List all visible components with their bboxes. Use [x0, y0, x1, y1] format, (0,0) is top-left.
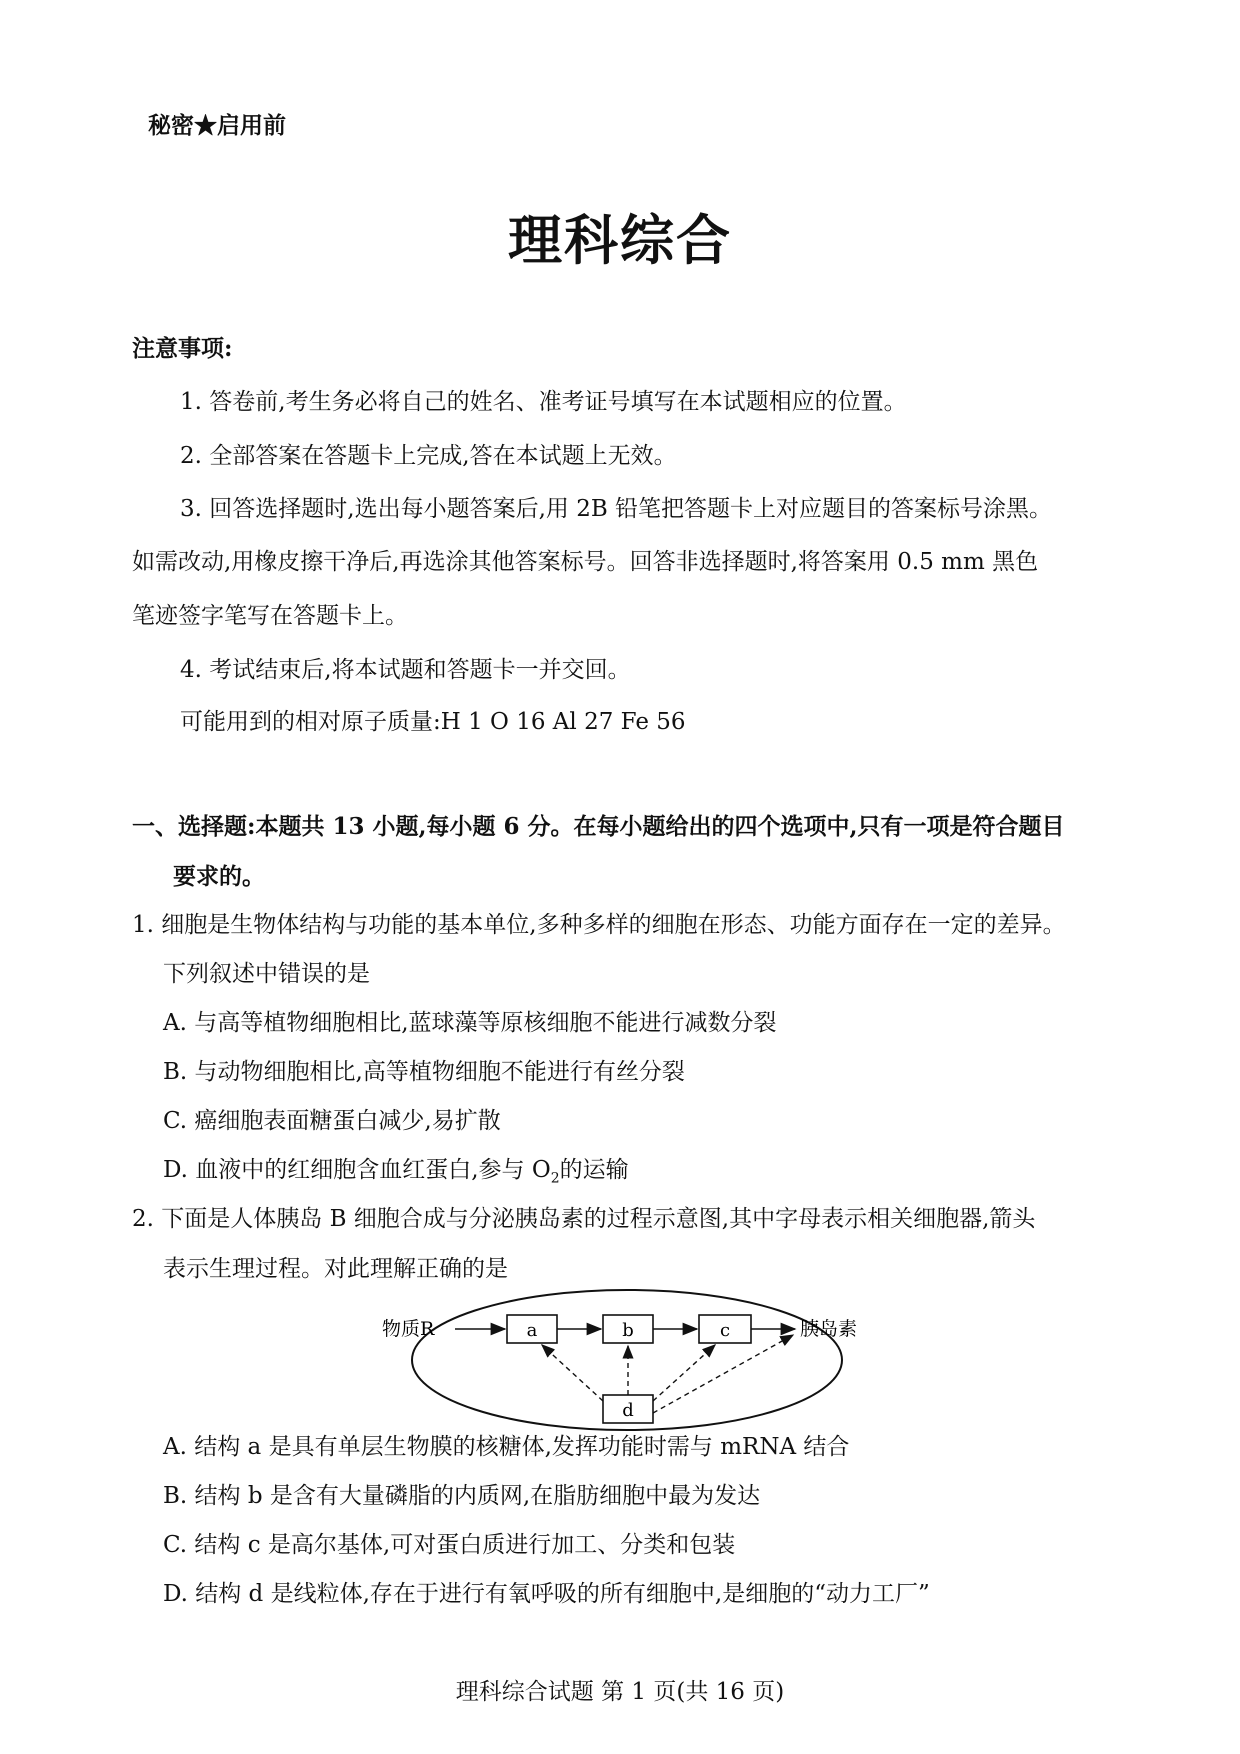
confidential-label: 秘密★启用前	[148, 112, 286, 139]
question-1-option-c: C. 癌细胞表面糖蛋白减少,易扩散	[163, 1108, 501, 1134]
dashed-arrow-d-to-a	[542, 1345, 603, 1401]
question-2-stem-line-2: 表示生理过程。对此理解正确的是	[163, 1256, 508, 1282]
box-c-label: c	[719, 1320, 731, 1341]
page-title: 理科综合	[508, 208, 732, 272]
atomic-mass-line: 可能用到的相对原子质量:H 1 O 16 Al 27 Fe 56	[180, 709, 686, 735]
question-2-option-a: A. 结构 a 是具有单层生物膜的核糖体,发挥功能时需与 mRNA 结合	[163, 1434, 850, 1460]
box-d-label: d	[622, 1400, 634, 1421]
notice-heading: 注意事项:	[132, 335, 233, 362]
dashed-arrow-d-to-c	[653, 1345, 715, 1401]
question-1-option-d	[163, 1151, 629, 1187]
question-1-option-a: A. 与高等植物细胞相比,蓝球藻等原核细胞不能进行减数分裂	[163, 1010, 777, 1036]
question-2-option-c: C. 结构 c 是高尔基体,可对蛋白质进行加工、分类和包装	[163, 1532, 736, 1558]
section-heading-line-2: 要求的。	[173, 863, 265, 890]
box-a-label: a	[526, 1320, 538, 1341]
notice-item-4: 4. 考试结束后,将本试题和答题卡一并交回。	[180, 657, 631, 683]
option-d-text-end: 的运输	[559, 1157, 629, 1183]
box-b-label: b	[622, 1320, 634, 1341]
notice-item-1: 1. 答卷前,考生务必将自己的姓名、准考证号填写在本试题相应的位置。	[180, 389, 907, 415]
notice-item-2: 2. 全部答案在答题卡上完成,答在本试题上无效。	[180, 443, 677, 469]
option-d-text-start: D. 血液中的红细胞含血红蛋白,参与 O	[163, 1157, 551, 1183]
notice-item-3-line-3: 笔迹签字笔写在答题卡上。	[132, 603, 408, 629]
notice-item-3-line-1: 3. 回答选择题时,选出每小题答案后,用 2B 铅笔把答题卡上对应题目的答案标号涂黑。	[180, 496, 1053, 522]
notice-item-3-line-2: 如需改动,用橡皮擦干净后,再选涂其他答案标号。回答非选择题时,将答案用 0.5 mm 黑色	[132, 549, 1039, 575]
question-2-option-b: B. 结构 b 是含有大量磷脂的内质网,在脂肪细胞中最为发达	[163, 1483, 761, 1509]
question-1-stem-line-1: 1. 细胞是生物体结构与功能的基本单位,多种多样的细胞在形态、功能方面存在一定的差异。	[132, 912, 1066, 938]
oxygen-subscript: 2	[550, 1170, 560, 1187]
input-label-substance-r: 物质R	[382, 1318, 435, 1340]
section-heading-line-1: 一、选择题:本题共 13 小题,每小题 6 分。在每小题给出的四个选项中,只有一项是符合题目	[132, 813, 1065, 840]
page-footer: 理科综合试题 第 1 页(共 16 页)	[455, 1679, 785, 1705]
question-2-stem-line-1: 2. 下面是人体胰岛 B 细胞合成与分泌胰岛素的过程示意图,其中字母表示相关细胞器,箭头	[132, 1206, 1036, 1232]
question-1-stem-line-2: 下列叙述中错误的是	[163, 961, 370, 987]
dashed-arrow-d-to-output	[653, 1335, 793, 1413]
output-label-insulin: 胰岛素	[800, 1318, 858, 1340]
question-2-option-d: D. 结构 d 是线粒体,存在于进行有氧呼吸的所有细胞中,是细胞的“动力工厂”	[163, 1581, 930, 1607]
question-1-option-b: B. 与动物细胞相比,高等植物细胞不能进行有丝分裂	[163, 1059, 685, 1085]
insulin-secretion-diagram	[370, 1285, 890, 1445]
